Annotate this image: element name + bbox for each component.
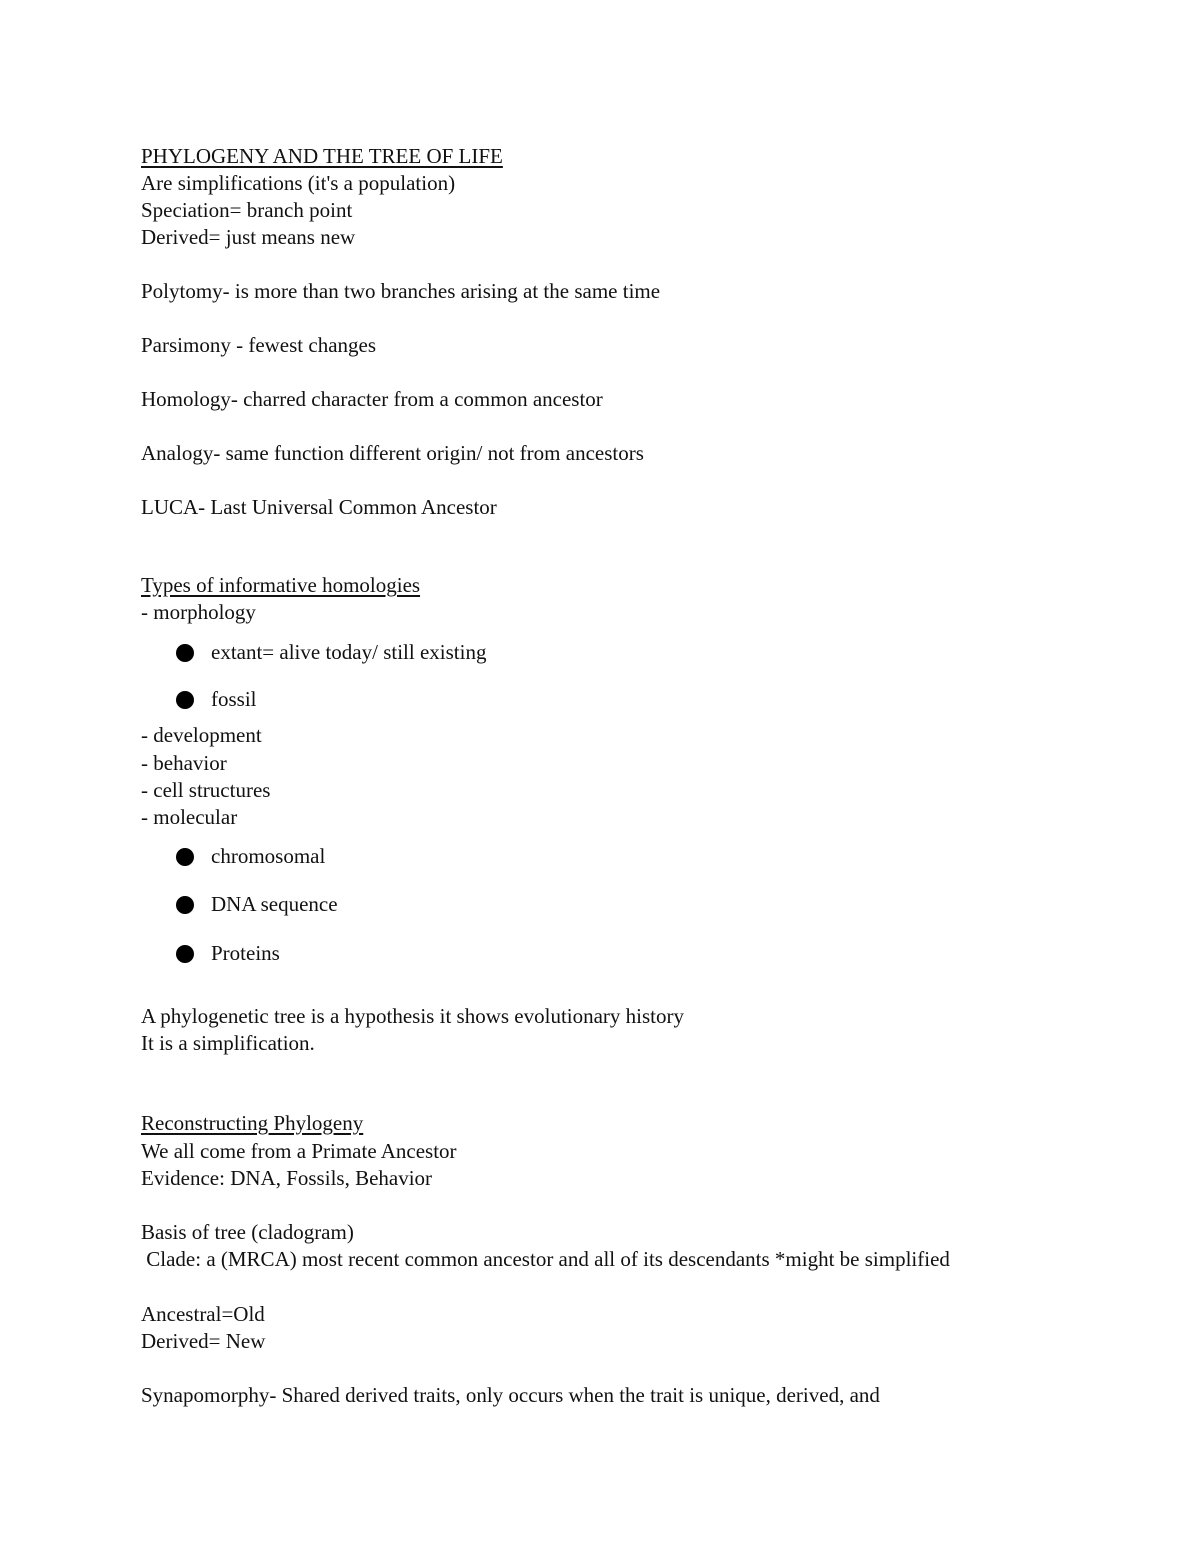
ancestral-line: Ancestral=Old (141, 1302, 265, 1326)
bullet-icon (176, 848, 194, 866)
bullet-icon (176, 691, 194, 709)
intro-line-2: Speciation= branch point (141, 198, 353, 222)
behavior-item: - behavior (141, 751, 227, 775)
morphology-item: - morphology (141, 600, 256, 624)
analogy-definition: Analogy- same function different origin/ not from ancestors (141, 441, 644, 465)
molecular-item: - molecular (141, 805, 238, 829)
tree-line-1: A phylogenetic tree is a hypothesis it shows evolutionary history (141, 1004, 685, 1028)
parsimony-definition: Parsimony - fewest changes (141, 333, 377, 357)
types-heading: Types of informative homologies (141, 573, 421, 597)
bullet-item-dna-sequence (176, 891, 338, 918)
luca-definition: LUCA- Last Universal Common Ancestor (141, 495, 497, 519)
reconstructing-line-1: We all come from a Primate Ancestor (141, 1139, 457, 1163)
synapomorphy-definition: Synapomorphy- Shared derived traits, only occurs when the trait is unique, derived, and (141, 1383, 880, 1407)
bullet-text: DNA sequence (211, 892, 338, 916)
bullet-icon (176, 945, 194, 963)
development-item: - development (141, 723, 262, 747)
bullet-icon (176, 896, 194, 914)
derived-line: Derived= New (141, 1329, 266, 1353)
reconstructing-line-2: Evidence: DNA, Fossils, Behavior (141, 1166, 433, 1190)
reconstructing-heading: Reconstructing Phylogeny (141, 1111, 364, 1135)
clade-definition: Clade: a (MRCA) most recent common ancestor and all of its descendants *might be simplified (141, 1247, 950, 1271)
bullet-text: extant= alive today/ still existing (211, 640, 487, 664)
basis-line-1: Basis of tree (cladogram) (141, 1220, 354, 1244)
intro-line-1: Are simplifications (it's a population) (141, 171, 456, 195)
document-title: PHYLOGENY AND THE TREE OF LIFE (141, 144, 503, 168)
bullet-text: fossil (211, 687, 257, 711)
bullet-text: Proteins (211, 941, 280, 965)
polytomy-definition: Polytomy- is more than two branches arising at the same time (141, 279, 661, 303)
bullet-item-extant (176, 639, 486, 666)
bullet-item-fossil (176, 686, 257, 713)
intro-line-3: Derived= just means new (141, 225, 356, 249)
bullet-item-proteins (176, 940, 280, 967)
cell-structures-item: - cell structures (141, 778, 271, 802)
tree-line-2: It is a simplification. (141, 1031, 315, 1055)
homology-definition: Homology- charred character from a common ancestor (141, 387, 603, 411)
bullet-icon (176, 644, 194, 662)
bullet-item-chromosomal (176, 843, 325, 870)
bullet-text: chromosomal (211, 844, 326, 868)
